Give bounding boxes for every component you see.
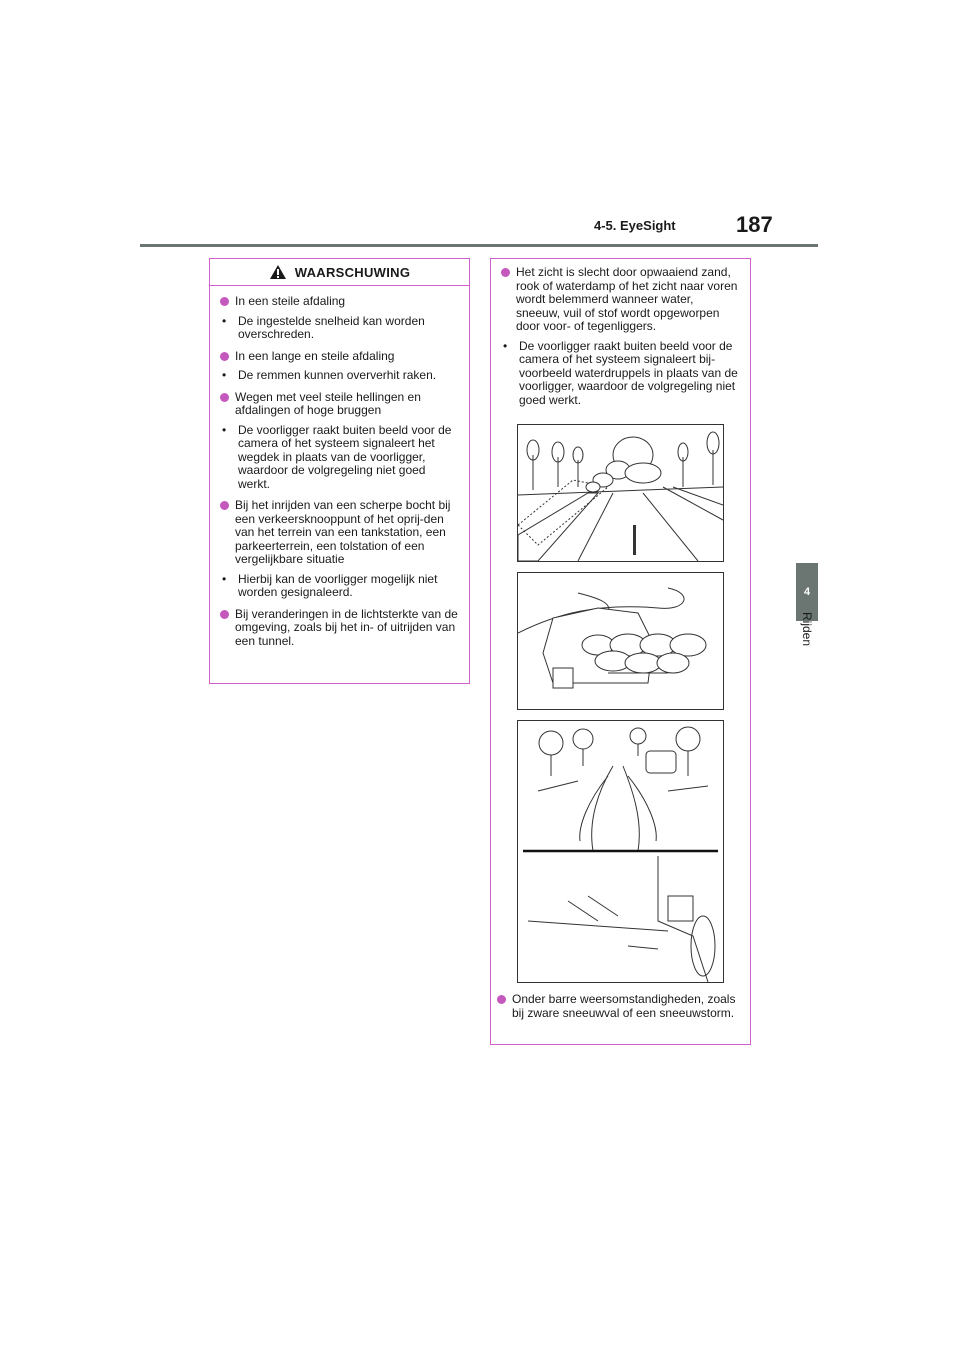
bullet-dot-icon — [220, 610, 229, 619]
warning-header — [210, 259, 469, 286]
section-title: 4-5. EyeSight — [594, 218, 676, 233]
warning-item-text: Het zicht is slecht door opwaaiend zand, rook of waterdamp of het zicht naar voren wordt belemmerd wanneer water, sneeuw, vuil of stof wordt opgeworpen door voor- of tegenliggers. — [516, 265, 738, 333]
warning-item — [220, 499, 459, 567]
bullet-dot-icon — [220, 352, 229, 361]
warning-subitem: • De ingestelde snelheid kan worden overschreden. — [220, 315, 459, 342]
warning-item-text: Onder barre weersomstandigheden, zoals bij zware sneeuwval of een sneeuwstorm. — [512, 992, 736, 1020]
warning-subitem-text: Hierbij kan de voorligger mogelijk niet worden gesignaleerd. — [238, 571, 438, 599]
bullet-dot-icon — [220, 297, 229, 306]
warning-title: WAARSCHUWING — [294, 264, 411, 280]
warning-item-text: In een steile afdaling — [235, 294, 346, 308]
warning-icon — [269, 264, 287, 280]
warning-item-text: Bij het inrijden van een scherpe bocht bij een verkeersknooppunt of het oprij-den van het terrein van een tankstation, een parkeerterrein, een tolstation of een vergelijkbare situatie — [235, 498, 451, 566]
warning-subitem-text: De voorligger raakt buiten beeld voor de camera of het systeem signaleert bij-voorbeeld waterdruppels in plaats van de voorligger, waardoor de volgregeling niet goed werkt. — [519, 338, 738, 407]
warning-item — [220, 391, 459, 418]
illustration-car-exhaust — [517, 572, 724, 710]
header-divider — [140, 244, 818, 247]
bullet-dot-icon — [497, 995, 506, 1004]
chapter-tab: 4 — [796, 563, 818, 621]
warning-item — [220, 350, 459, 364]
warning-box — [209, 258, 470, 684]
warning-subitem-text: De voorligger raakt buiten beeld voor de camera of het systeem signaleert het wegdek in plaats van de voorligger, waardoor de volgregeling niet goed werkt. — [238, 422, 452, 491]
chapter-label: Rijden — [800, 612, 814, 647]
warning-subitem-text: De remmen kunnen oververhit raken. — [238, 368, 437, 382]
warning-item — [501, 266, 740, 334]
warning-subitem: • Hierbij kan de voorligger mogelijk niet worden gesignaleerd. — [220, 573, 459, 600]
warning-subitem: • De voorligger raakt buiten beeld voor de camera of het systeem signaleert bij-voorbeeld waterdruppels in plaats van de voorligger, waardoor de volgregeling niet goed werkt. — [501, 340, 740, 408]
warning-item-text: Bij veranderingen in de lichtsterkte van de omgeving, zoals bij het in- of uitrijden van een tunnel. — [235, 606, 458, 648]
page-number: 187 — [736, 212, 773, 237]
warning-item-text: Wegen met veel steile hellingen en afdalingen of hoge bruggen — [235, 389, 421, 417]
illustration-water-spray — [517, 720, 724, 983]
warning-item — [220, 608, 459, 649]
warning-subitem: • De voorligger raakt buiten beeld voor de camera of het systeem signaleert het wegdek in plaats van de voorligger, waardoor de volgregeling niet goed werkt. — [220, 424, 459, 492]
warning-item — [497, 990, 737, 1020]
illustration-dust-cloud — [517, 424, 724, 562]
bullet-dot-icon — [220, 501, 229, 510]
bullet-dot-icon — [220, 393, 229, 402]
warning-subitem-text: De ingestelde snelheid kan worden overschreden. — [238, 313, 425, 341]
bullet-dot-icon — [501, 268, 510, 277]
warning-subitem: • De remmen kunnen oververhit raken. — [222, 368, 437, 382]
warning-item-text: In een lange en steile afdaling — [235, 348, 395, 363]
warning-item — [220, 295, 459, 309]
